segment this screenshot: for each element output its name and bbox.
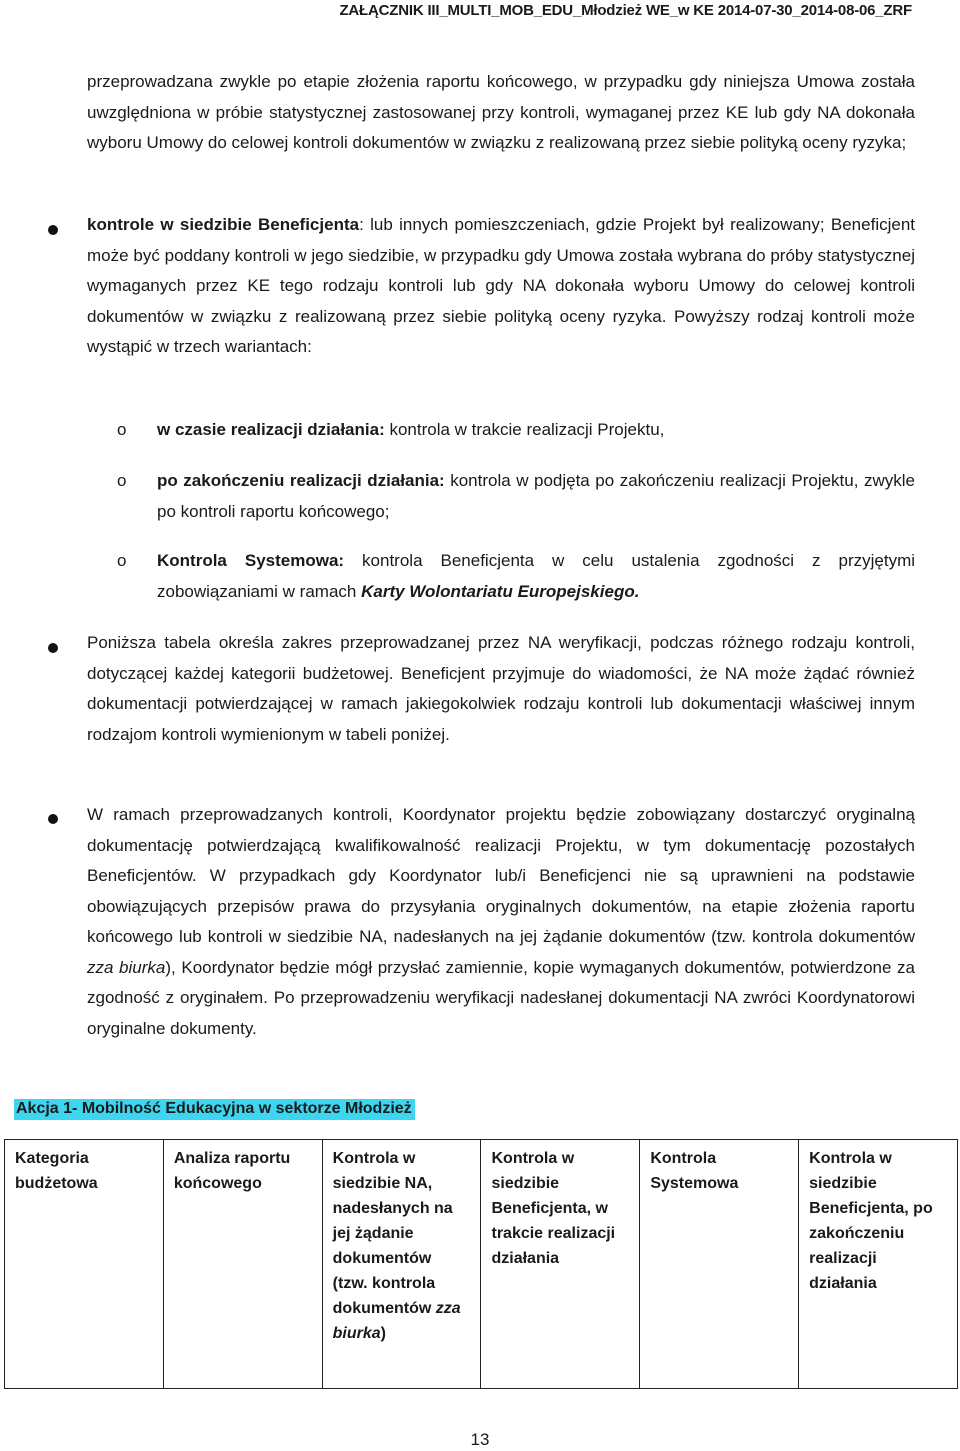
ramach-text-1: W ramach przeprowadzanych kontroli, Koordynator projektu będzie zobowiązany dostarczyć oryginalną dokumentację potwierdzającą kwalifikowalność realizacji Projektu, w tym dokumentację pozostałych Beneficjentów. W przypadkach gdy Koordynator lub/i Beneficjenci nie są uprawnieni na podstawie obowiązujących przepisów prawa do przysyłania oryginalnych dokumentów, na etapie złożenia raportu końcowego lub kontroli w siedzibie NA, nadesłanych na jej żądanie dokumentów (tzw. kontrola dokumentów [87,805,915,946]
ramach-italic: zza biurka [87,957,166,977]
header-text: Kontrola w siedzibie NA, nadesłanych na jej żądanie dokumentów (tzw. kontrola dokumentów [332,1150,453,1317]
table-header-cell: Kontrola w siedzibie Beneficjenta, w trakcie realizacji działania [481,1140,640,1389]
variant-marker: o [117,551,127,570]
section-title: Akcja 1- Mobilność Edukacyjna w sektorze Młodzież [14,1099,415,1120]
bullet-kontrole-paragraph [87,210,915,363]
kontrole-bold: kontrole w siedzibie Beneficjenta [87,215,360,234]
variant-3-text: kontrola Beneficjenta w celu ustalenia zgodności z przyjętymi zobowiązaniami w ramach [157,551,916,601]
table-header-cell: Kontrola w siedzibie Beneficjenta, po zakończeniu realizacji działania [799,1140,958,1389]
budget-table [4,1139,958,1389]
variant-marker: o [117,420,127,439]
document-header-id: ZAŁĄCZNIK III_MULTI_MOB_EDU_Młodzież WE_w KE 2014-07-30_2014-08-06_ZRF [339,2,912,19]
variant-2-text: kontrola w podjęta po zakończeniu realizacji Projektu, zwykle po kontroli raportu końcowego; [157,471,915,521]
bullet-tabela-paragraph: Poniższa tabela określa zakres przeprowadzanej przez NA weryfikacji, podczas różnego rodzaju kontroli, dotyczącej każdej kategorii budżetowej. Beneficjent przyjmuje do wiadomości, że NA może żądać również dokumentacji potwierdzającej w ramach jakiegokolwiek rodzaju kontroli lub dokumentacji właściwej innym rodzajom kontroli wymienionym w tabeli poniżej. [87,633,915,744]
variant-1 [157,415,915,446]
bullet-ramach-paragraph [87,800,915,1044]
variant-1-text: kontrola w trakcie realizacji Projektu, [384,420,665,439]
variant-2 [157,466,915,527]
table-header-cell: Kontrola Systemowa [640,1140,799,1389]
intro-paragraph: przeprowadzana zwykle po etapie złożenia raportu końcowego, w przypadku gdy niniejsza Umowa została uwzględniona w próbie statystycznej zastosowanej przy kontroli, wymaganej przez KE lub gdy NA dokonała wyboru Umowy do celowej kontroli dokumentów w związku z realizowaną przez siebie polityką oceny ryzyka; [87,72,915,152]
variant-2-bold: po zakończeniu realizacji działania: [157,471,445,490]
table-header-cell: Kategoria budżetowa [5,1140,164,1389]
header-italic: zza biurka [332,1300,461,1342]
bullet-icon [48,814,58,824]
variant-1-bold: w czasie realizacji działania: [157,420,385,439]
variant-3 [157,546,915,607]
bullet-icon [48,225,58,235]
variant-marker: o [117,471,127,490]
table-header-row [5,1140,958,1389]
table-header-cell [322,1140,481,1389]
page-number: 13 [470,1430,490,1449]
variant-3-bold: Kontrola Systemowa: [157,551,345,570]
bullet-icon [48,643,58,653]
header-after: ) [380,1325,386,1342]
table-header-cell: Analiza raportu końcowego [163,1140,322,1389]
ramach-text-2: ), Koordynator będzie mógł przysłać zamiennie, kopie wymaganych dokumentów, potwierdzone za zgodność z oryginałem. Po przeprowadzeniu weryfikacji nadesłanej dokumentacji NA zwróci Koordynatorowi oryginalne dokumenty. [87,957,916,1038]
variant-3-bold-italic: Karty Wolontariatu Europejskiego. [361,581,640,601]
kontrole-text: : lub innych pomieszczeniach, gdzie Projekt był realizowany; Beneficjent może być poddany kontroli w jego siedzibie, w przypadku gdy Umowa została wybrana do próby statystycznej wymaganych przez KE tego rodzaju kontroli lub gdy NA dokonała wyboru Umowy do celowej kontroli dokumentów w związku z realizowaną przez siebie polityką oceny ryzyka. Powyższy rodzaj kontroli może wystąpić w trzech wariantach: [87,215,916,356]
